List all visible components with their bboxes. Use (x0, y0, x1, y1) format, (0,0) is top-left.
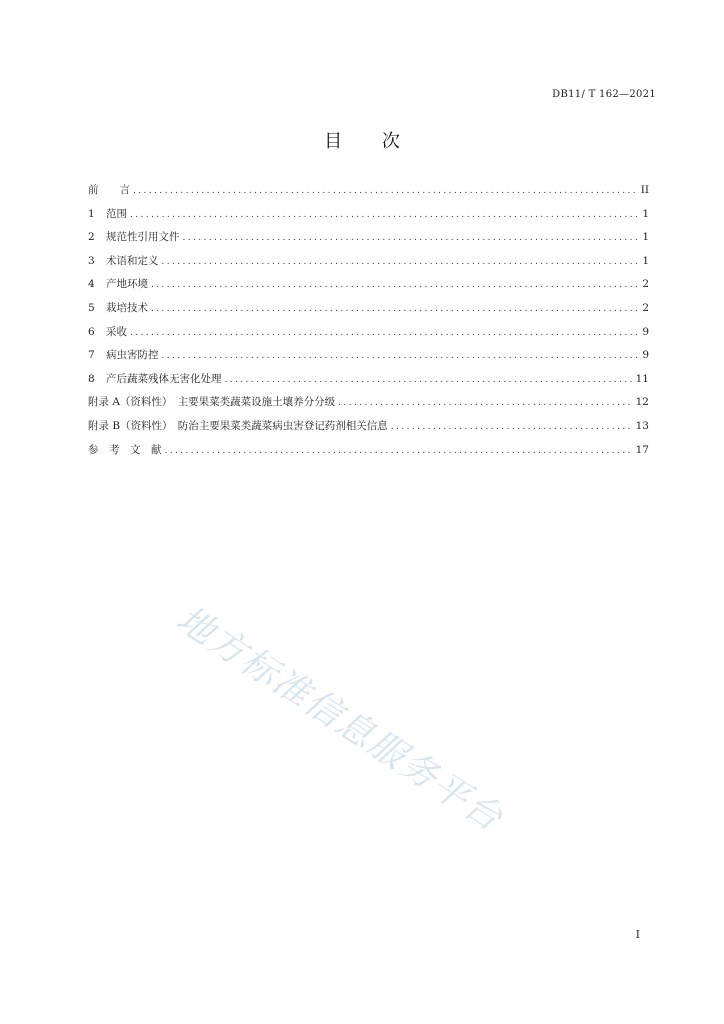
toc-leader-dots (391, 422, 633, 432)
toc-entry-label: 产后蔬菜残体无害化处理 (106, 372, 222, 385)
toc-entry-production-environment[interactable] (88, 276, 649, 300)
toc-entry-page: 17 (635, 443, 649, 456)
toc-entry-label: 术语和定义 (106, 254, 159, 267)
toc-entry-page: 1 (642, 207, 649, 220)
toc-entry-residue-treatment[interactable] (88, 371, 649, 395)
toc-entry-label: 附录 A（资料性） 主要果菜类蔬菜设施土壤养分分级 (88, 396, 336, 409)
watermark-text: 地方标准信息服务平台 (169, 598, 511, 841)
toc-entry-label: 病虫害防控 (106, 349, 159, 362)
toc-entry-number: 1 (88, 207, 95, 220)
toc-entry-number: 8 (88, 372, 95, 385)
toc-entry-number: 2 (88, 231, 95, 244)
toc-leader-dots (151, 280, 638, 290)
toc-entry-label: 采收 (106, 325, 127, 338)
toc-entry-page: II (640, 184, 649, 196)
table-of-contents (88, 182, 649, 465)
toc-entry-number: 6 (88, 325, 95, 338)
toc-entry-page: 2 (642, 278, 649, 291)
toc-entry-page: 12 (635, 396, 649, 409)
toc-entry-appendix-a[interactable] (88, 394, 649, 418)
toc-entry-bibliography[interactable] (88, 442, 649, 466)
toc-leader-dots (162, 351, 639, 361)
toc-entry-foreword[interactable] (88, 182, 649, 206)
toc-leader-dots (225, 375, 633, 385)
toc-entry-number: 5 (88, 301, 95, 314)
toc-leader-dots (183, 233, 639, 243)
toc-entry-page: 1 (642, 231, 649, 244)
toc-entry-label: 参 考 文 献 (88, 443, 162, 456)
toc-entry-number: 3 (88, 254, 95, 267)
toc-entry-page: 9 (642, 325, 649, 338)
toc-leader-dots (130, 210, 638, 220)
toc-leader-dots (162, 257, 639, 267)
toc-entry-label: 附录 B（资料性） 防治主要果菜类蔬菜病虫害登记药剂相关信息 (88, 419, 388, 432)
page-title: 目 次 (324, 131, 400, 152)
document-code: DB11/ T 162—2021 (552, 89, 656, 100)
toc-entry-terms-definitions[interactable] (88, 253, 649, 277)
toc-entry-label: 前 言 (88, 184, 130, 196)
toc-entry-page: 9 (642, 349, 649, 362)
toc-leader-dots (151, 304, 638, 314)
toc-entry-label: 规范性引用文件 (106, 231, 180, 244)
toc-entry-page: 1 (642, 254, 649, 267)
toc-entry-label: 栽培技术 (106, 301, 148, 314)
toc-entry-number: 7 (88, 349, 95, 362)
toc-entry-cultivation[interactable] (88, 300, 649, 324)
page-number: I (635, 928, 640, 941)
toc-entry-harvest[interactable] (88, 324, 649, 348)
toc-entry-appendix-b[interactable] (88, 418, 649, 442)
toc-entry-normative-references[interactable] (88, 229, 649, 253)
toc-entry-page: 11 (635, 372, 649, 385)
toc-entry-pest-control[interactable] (88, 347, 649, 371)
toc-leader-dots (338, 398, 632, 408)
toc-entry-page: 13 (635, 419, 649, 432)
toc-entry-number: 4 (88, 278, 95, 291)
toc-entry-page: 2 (642, 301, 649, 314)
toc-entry-label: 产地环境 (106, 278, 148, 291)
toc-leader-dots (133, 186, 638, 196)
toc-leader-dots (130, 328, 638, 338)
toc-leader-dots (165, 446, 633, 456)
toc-entry-scope[interactable] (88, 206, 649, 230)
toc-entry-label: 范围 (106, 207, 127, 220)
